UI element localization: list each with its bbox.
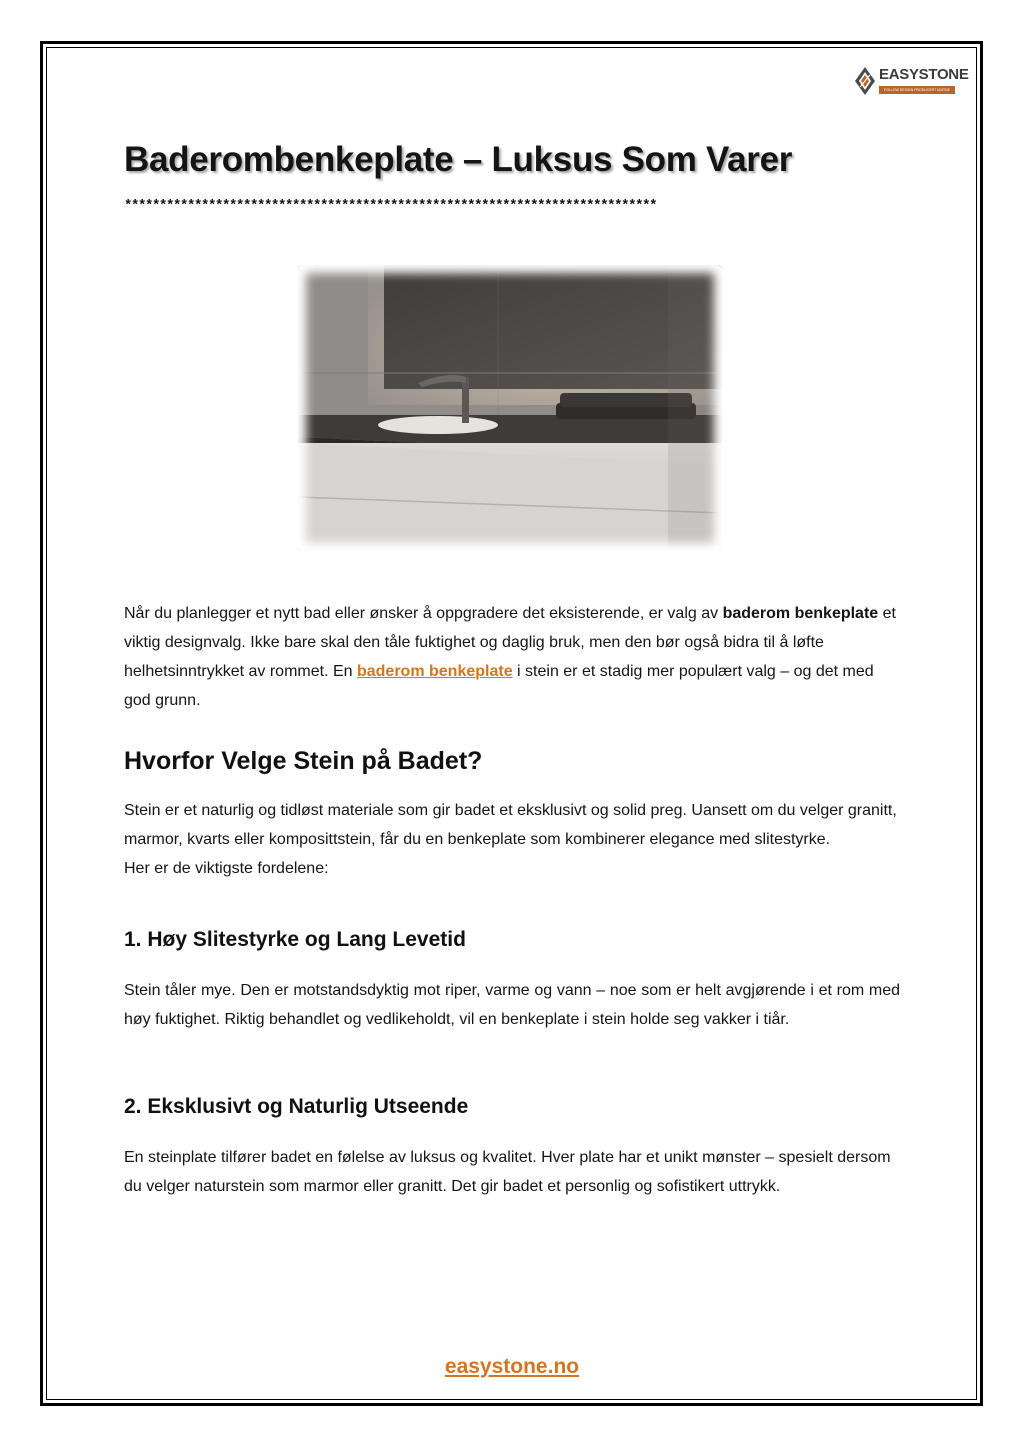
easystone-logo[interactable] [854, 64, 969, 98]
point-paragraph-appearance: En steinplate tilfører badet en følelse av luksus og kvalitet. Hver plate har et unikt mønster – spesielt dersom du velger naturstein som marmor eller granitt. Det gir badet et personlig og sofistikert uttrykk. [124, 1149, 891, 1195]
point-heading-appearance: 2. Eksklusivt og Naturlig Utseende [124, 1095, 469, 1118]
intro-text-3: i stein er et stadig mer populært valg – og det med god grunn. [124, 663, 874, 709]
section-heading-why-stone: Hvorfor Velge Stein på Badet? [124, 747, 483, 775]
point-heading-durability: 1. Høy Slitestyrke og Lang Levetid [124, 928, 466, 951]
logo-brand-name: EASYSTONE [879, 66, 969, 83]
footer-website-link[interactable]: easystone.no [444, 1355, 580, 1378]
intro-text-1: Når du planlegger et nytt bad eller ønsker å oppgradere det eksisterende, er valg av [124, 605, 723, 622]
section-paragraph-why-stone [124, 796, 900, 883]
intro-text-2: et viktig designvalg. Ikke bare skal den tåle fuktighet og daglig bruk, men den bør også bidra til å løfte helhetsinntrykket av rommet. En [124, 605, 896, 680]
intro-bold-keyword: baderom benkeplate [722, 605, 879, 622]
logo-mark-icon [854, 66, 876, 96]
baderom-benkeplate-link[interactable]: baderom benkeplate [356, 663, 513, 680]
point-paragraph-durability: Stein tåler mye. Den er motstandsdyktig mot riper, varme og vann – noe som er helt avgjørende i et rom med høy fuktighet. Riktig behandlet og vedlikeholdt, vil en benkeplate i stein holde seg vakker i tiår. [124, 982, 900, 1028]
bathroom-image [298, 265, 722, 551]
title-separator: **************************************************************************** [124, 198, 657, 214]
why-stone-text: Stein er et naturlig og tidløst materiale som gir badet et eksklusivt og solid preg. Uansett om du velger granitt, marmor, kvarts eller komposittstein, får du en benkeplate som kombinerer elegance med slitestyrke. [124, 802, 897, 848]
intro-paragraph [124, 599, 900, 715]
page-title: Baderombenkeplate – Luksus Som Varer [124, 140, 793, 179]
why-stone-intro-list: Her er de viktigste fordelene: [124, 860, 329, 877]
logo-tagline: FOLLOW DESIGN PRODUCERT NORGE [879, 86, 955, 94]
bathroom-countertop-photo [298, 265, 722, 551]
